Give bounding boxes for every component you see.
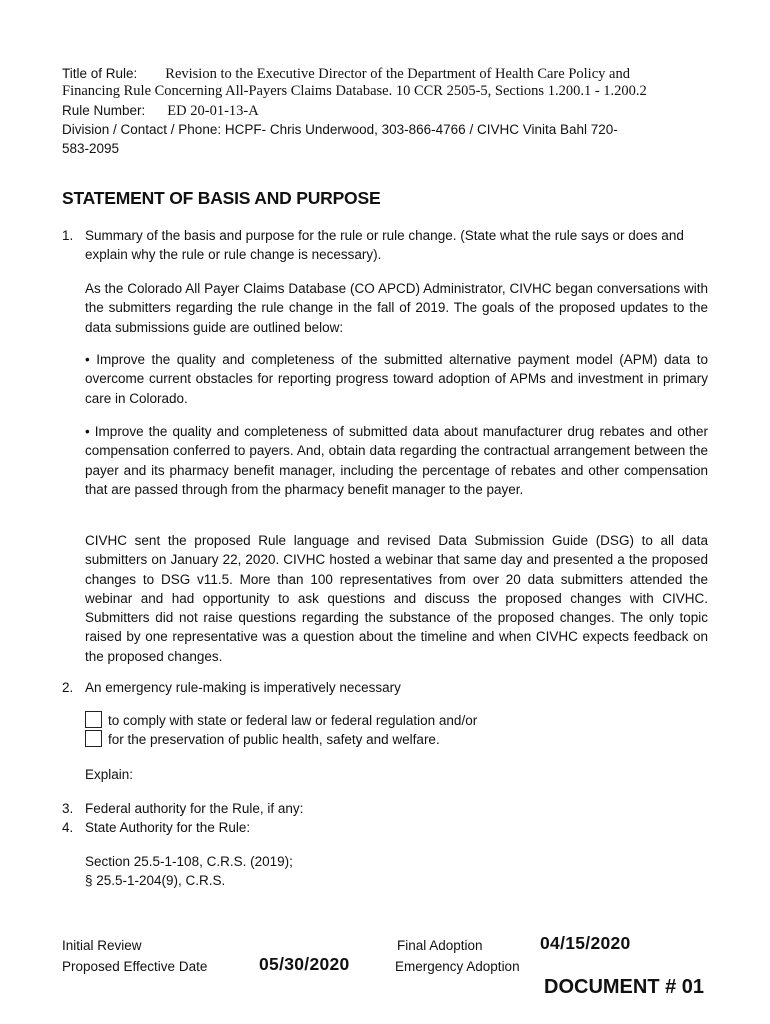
checkbox-row-2 <box>85 730 440 749</box>
item-1-number: 1. <box>62 228 74 243</box>
document-number: DOCUMENT # 01 <box>544 976 705 998</box>
title-text-2: Financing Rule Concerning All-Payers Claims Database. 10 CCR 2505-5, Sections 1.200.1 - 1.200.2 <box>62 83 647 99</box>
proposed-effective-date: 05/30/2020 <box>259 954 350 974</box>
section-heading: STATEMENT OF BASIS AND PURPOSE <box>62 188 381 208</box>
item-1-paragraph-2: CIVHC sent the proposed Rule language and revised Data Submission Guide (DSG) to all data submitters on January 22, 2020. CIVHC hosted a webinar that same day and presented a the proposed changes to DSG v11.5. More than 100 representatives from over 20 data submitters attended the webinar and had opportunity to ask questions and discuss the proposed changes with CIVHC. Submitters did not raise questions regarding the substance of the proposed changes. The only topic raised by one representative was a question about the timeline and when CIVHC expects feedback on the proposed changes. <box>85 533 708 664</box>
rule-number-label: Rule Number: <box>62 103 146 118</box>
final-adoption-label: Final Adoption <box>397 938 483 953</box>
division-contact-line-1: Division / Contact / Phone: HCPF- Chris Underwood, 303-866-4766 / CIVHC Vinita Bahl 720- <box>62 122 618 137</box>
item-3-text: Federal authority for the Rule, if any: <box>85 801 304 816</box>
item-1-bullet-1: • Improve the quality and completeness of the submitted alternative payment model (APM) data to overcome current obstacles for reporting progress toward adoption of APMs and investment in primary care in Colorado. <box>85 352 708 406</box>
public-health-checkbox[interactable] <box>85 730 102 747</box>
rule-number-line <box>62 101 259 121</box>
item-1 <box>62 226 708 265</box>
initial-review-label: Initial Review <box>62 938 142 953</box>
proposed-effective-date-label: Proposed Effective Date <box>62 959 208 974</box>
item-4 <box>62 818 708 837</box>
checkbox-row-1 <box>85 711 477 730</box>
item-2 <box>62 678 708 697</box>
item-1-bullet-2: • Improve the quality and completeness of submitted data about manufacturer drug rebates and other compensation conferred to payers. And, obtain data regarding the contractual arrangement between the payer and its pharmacy benefit manager, including the percentage of rebates and other compensation that are passed through from the pharmacy benefit manager to the payer. <box>85 424 708 497</box>
emergency-adoption-label: Emergency Adoption <box>395 959 520 974</box>
law-compliance-checkbox[interactable] <box>85 711 102 728</box>
title-label: Title of Rule: <box>62 66 138 81</box>
item-4-text: State Authority for the Rule: <box>85 820 251 835</box>
item-3-number: 3. <box>62 801 74 816</box>
item-2-number: 2. <box>62 680 74 695</box>
item-1-paragraph-1: As the Colorado All Payer Claims Database (CO APCD) Administrator, CIVHC began conversations with the submitters regarding the rule change in the fall of 2019. The goals of the proposed updates to the data submissions guide are outlined below: <box>85 281 708 335</box>
final-adoption-date: 04/15/2020 <box>540 933 631 953</box>
title-text-1: Revision to the Executive Director of the Department of Health Care Policy and <box>165 66 630 82</box>
explain-label: Explain: <box>85 767 134 782</box>
item-3 <box>62 799 708 818</box>
item-2-text: An emergency rule-making is imperatively necessary <box>85 680 401 695</box>
checkbox-1-label: to comply with state or federal law or federal regulation and/or <box>108 713 478 728</box>
rule-number-value: ED 20-01-13-A <box>167 103 259 119</box>
state-authority-line-1: Section 25.5-1-108, C.R.S. (2019); <box>85 854 293 869</box>
checkbox-2-label: for the preservation of public health, safety and welfare. <box>108 732 440 747</box>
state-authority-line-2: § 25.5-1-204(9), C.R.S. <box>85 873 226 888</box>
division-contact-line-2: 583-2095 <box>62 141 120 156</box>
item-4-number: 4. <box>62 820 74 835</box>
title-of-rule-line-1 <box>62 64 630 84</box>
item-1-text: Summary of the basis and purpose for the rule or rule change. (State what the rule says or does and explain why the rule or rule change is necessary). <box>85 228 684 263</box>
